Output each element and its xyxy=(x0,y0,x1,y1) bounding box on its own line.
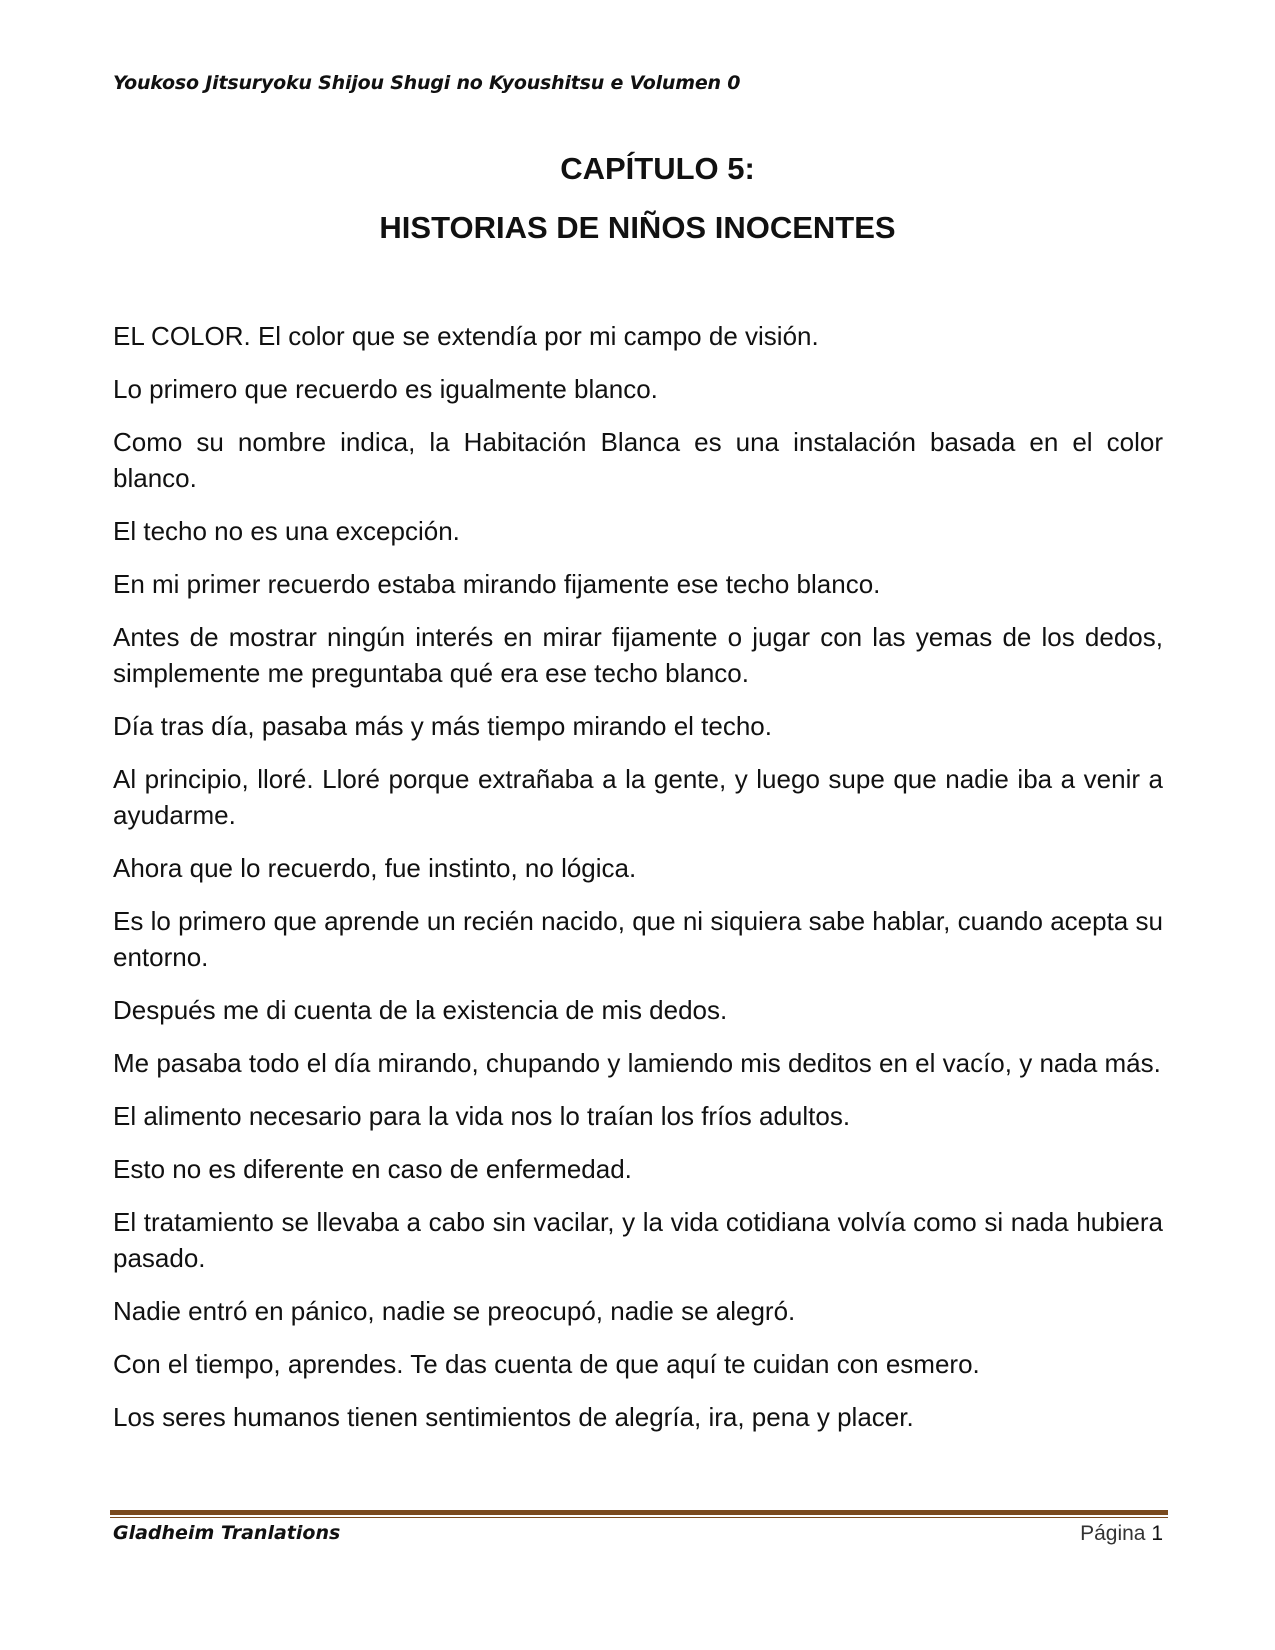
paragraph: El alimento necesario para la vida nos lo traían los fríos adultos. xyxy=(113,1101,851,1131)
paragraph: Es lo primero que aprende un recién nacido, que ni siquiera sabe hablar, cuando acepta su entorno. xyxy=(113,906,1163,972)
paragraph: Nadie entró en pánico, nadie se preocupó, nadie se alegró. xyxy=(113,1296,796,1326)
paragraph: En mi primer recuerdo estaba mirando fijamente ese techo blanco. xyxy=(113,569,881,599)
chapter-title: HISTORIAS DE NIÑOS INOCENTES xyxy=(379,210,896,245)
paragraph: Lo primero que recuerdo es igualmente blanco. xyxy=(113,374,658,404)
chapter-number-text: CAPÍTULO 5: xyxy=(560,151,755,186)
paragraph: El techo no es una excepción. xyxy=(113,516,460,546)
paragraph: El tratamiento se llevaba a cabo sin vacilar, y la vida cotidiana volvía como si nada hubiera pasado. xyxy=(113,1207,1163,1273)
paragraph: Esto no es diferente en caso de enfermedad. xyxy=(113,1154,632,1184)
chapter-body xyxy=(113,318,1163,1452)
footer-divider-thick xyxy=(110,1510,1168,1515)
page-number xyxy=(1080,1522,1163,1546)
paragraph: Día tras día, pasaba más y más tiempo mirando el techo. xyxy=(113,711,772,741)
footer-divider xyxy=(110,1510,1168,1518)
translator-credit: Gladheim Tranlations xyxy=(113,1522,341,1544)
paragraph: Al principio, lloré. Lloré porque extrañaba a la gente, y luego supe que nadie iba a venir a ayudarme. xyxy=(113,764,1163,830)
paragraph: Como su nombre indica, la Habitación Blanca es una instalación basada en el color blanco. xyxy=(113,427,1163,493)
paragraph: Me pasaba todo el día mirando, chupando y lamiendo mis deditos en el vacío, y nada más. xyxy=(113,1048,1161,1078)
paragraph: Antes de mostrar ningún interés en mirar fijamente o jugar con las yemas de los dedos, simplemente me preguntaba qué era ese techo blanco. xyxy=(113,622,1163,688)
paragraph: Ahora que lo recuerdo, fue instinto, no lógica. xyxy=(113,853,637,883)
footer-divider-thin xyxy=(110,1517,1168,1518)
paragraph: Con el tiempo, aprendes. Te das cuenta de que aquí te cuidan con esmero. xyxy=(113,1349,980,1379)
paragraph: EL COLOR. El color que se extendía por mi campo de visión. xyxy=(113,321,819,351)
chapter-number xyxy=(0,151,1275,187)
page-label: Página xyxy=(1080,1522,1146,1545)
paragraph: Los seres humanos tienen sentimientos de alegría, ira, pena y placer. xyxy=(113,1402,914,1432)
paragraph: Después me di cuenta de la existencia de mis dedos. xyxy=(113,995,728,1025)
running-header: Youkoso Jitsuryoku Shijou Shugi no Kyoushitsu e Volumen 0 xyxy=(113,72,741,94)
page-number-value: 1 xyxy=(1151,1522,1163,1545)
